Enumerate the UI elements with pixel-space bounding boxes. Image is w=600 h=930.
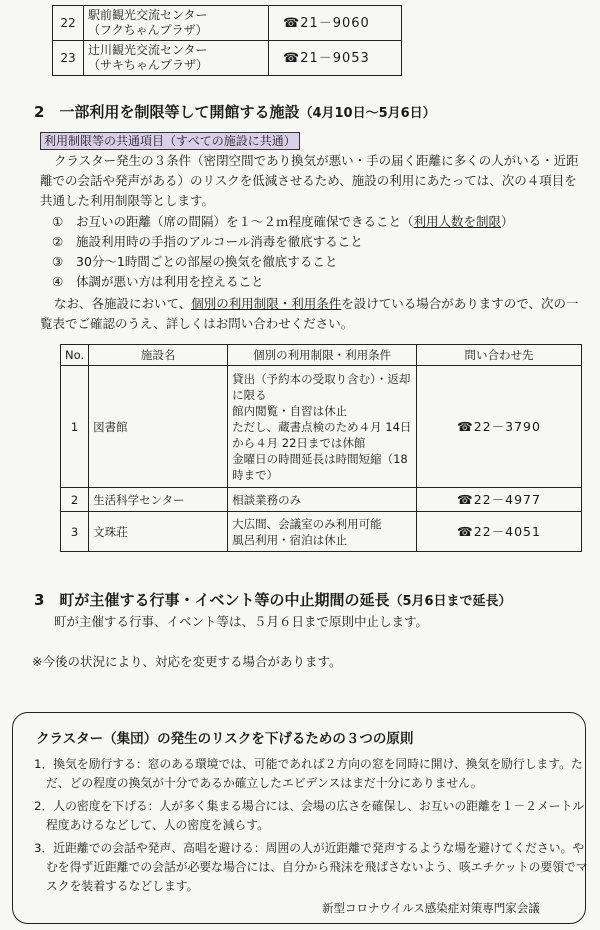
- section-2-period: （4月10日～5月6日）: [299, 106, 436, 121]
- table-row: [61, 512, 582, 552]
- principle-item-3: 3．近距離での会話や発声、高唱を避ける：周囲の人が近距離で発声するような場を避けてください。やむを得ず近距離での会話が必要な場合には、自分から飛沫を飛ばさないよう、咳エチケットの要領でマスクを装着するなどします。: [34, 841, 588, 893]
- phone-number: ☎22－3790: [417, 366, 582, 488]
- rule-text: お互いの距離（席の間隔）を１～２ｍ程度確保できること（: [76, 214, 414, 229]
- table-row: [53, 6, 402, 41]
- principle-item-1: 1．換気を励行する：窓のある環境では、可能であれば２方向の窓を同時に開け、換気を励行します。ただ、どの程度の換気が十分であるか確立したエビデンスはまだ十分にありません。: [34, 757, 583, 790]
- facility-table-continued: [52, 5, 402, 76]
- row-number: 1: [61, 366, 89, 488]
- section-2-title: 2 一部利用を制限等して開館する施設: [34, 103, 300, 121]
- rule-item-3: [52, 252, 337, 272]
- facility-name: [84, 6, 269, 41]
- section-3-period: （5月6日まで延長）: [389, 594, 512, 609]
- box-title: クラスター（集団）の発生のリスクを下げるための３つの原則: [36, 731, 414, 747]
- note-text-end: を設けている場合がありますので、次の一覧表でご確認のうえ、詳しくはお問い合わせください。: [40, 296, 579, 331]
- rule-text: 体調が悪い方は利用を控えること: [76, 274, 264, 289]
- row-number: 23: [53, 41, 84, 76]
- section-3-heading: [34, 589, 512, 610]
- facility-restrictions-table: [60, 344, 582, 552]
- rule-number: ①: [52, 214, 64, 229]
- note-text-underlined: 個別の利用制限・利用条件: [191, 296, 342, 311]
- condition-line: ただし、蔵書点検のため４月 14日から４月 22日までは休館: [232, 419, 412, 450]
- principle-item-2: 2．人の密度を下げる：人が多く集まる場合には、会場の広さを確保し、お互いの距離を１－２メートル程度あけるなどして、人の密度を減らす。: [34, 799, 585, 832]
- table-row: [61, 366, 582, 488]
- facility-conditions: [228, 488, 417, 512]
- rule-item-4: [52, 272, 264, 292]
- header-contact: 問い合わせ先: [417, 345, 582, 366]
- table-row: [53, 41, 402, 76]
- rule-text-end: ）: [501, 214, 514, 229]
- phone-number: ☎22－4051: [417, 512, 582, 552]
- condition-line: 貸出（予約本の受取り含む）・返却に限る: [232, 371, 411, 402]
- facility-conditions: [228, 366, 417, 488]
- row-number: 22: [53, 6, 84, 41]
- facility-name: [84, 41, 269, 76]
- rule-text: 施設利用時の手指のアルコール消毒を徹底すること: [76, 234, 363, 249]
- section-2-heading: [34, 101, 436, 122]
- rule-item-2: [52, 232, 363, 252]
- row-number: 2: [61, 488, 89, 512]
- note-text: なお、各施設において、: [54, 296, 192, 311]
- section-2-note: [40, 294, 585, 334]
- facility-name: 文珠荘: [89, 512, 228, 552]
- facility-name-line2: （サキちゃんプラザ）: [88, 58, 209, 72]
- header-conditions: 個別の利用制限・利用条件: [228, 345, 417, 366]
- condition-line: 金曜日の時間延長は時間短縮（18時まで）: [232, 451, 408, 482]
- rule-text: 30分～1時間ごとの部屋の換気を徹底すること: [76, 254, 338, 269]
- header-no: No.: [61, 345, 89, 366]
- phone-number: ☎21－9060: [269, 6, 402, 41]
- section-3-title: 3 町が主催する行事・イベント等の中止期間の延長: [34, 591, 390, 609]
- box-footer-source: 新型コロナウイルス感染症対策専門家会議: [322, 901, 540, 915]
- rule-number: ④: [52, 274, 64, 289]
- facility-conditions: [228, 512, 417, 552]
- phone-number: ☎22－4977: [417, 488, 582, 512]
- condition-line: 相談業務のみ: [232, 492, 302, 507]
- condition-line: 館内閲覧・自習は休止: [232, 403, 348, 418]
- phone-number: ☎21－9053: [269, 41, 402, 76]
- rule-item-1: [52, 212, 514, 232]
- facility-name: 生活科学センター: [89, 488, 228, 512]
- condition-line: 大広間、会議室のみ利用可能: [232, 516, 382, 531]
- rule-number: ③: [52, 254, 64, 269]
- facility-name-line1: 駅前観光交流センター: [88, 8, 208, 22]
- condition-line: 風呂利用・宿泊は休止: [232, 532, 348, 547]
- table-header-row: [61, 345, 582, 366]
- rule-number: ②: [52, 234, 64, 249]
- section-2-intro: クラスター発生の３条件（密閉空間であり換気が悪い・手の届く距離に多くの人がいる・近距離での会話や発声がある）のリスクを低減させるため、施設の利用にあたっては、次の４項目を共通した利用制限等とします。: [40, 153, 579, 208]
- notice-text: ※今後の状況により、対応を変更する場合があります。: [32, 654, 342, 669]
- row-number: 3: [61, 512, 89, 552]
- rule-text-underlined: 利用人数を制限: [413, 214, 502, 229]
- common-rules-label: 利用制限等の共通項目（すべての施設に共通）: [40, 132, 300, 150]
- section-3-body: 町が主催する行事、イベント等は、５月６日まで原則中止します。: [54, 614, 429, 629]
- header-facility: 施設名: [89, 345, 228, 366]
- facility-name-line2: （フクちゃんプラザ）: [88, 23, 208, 37]
- facility-name-line1: 辻川観光交流センター: [88, 43, 208, 57]
- table-row: [61, 488, 582, 512]
- facility-name: 図書館: [89, 366, 228, 488]
